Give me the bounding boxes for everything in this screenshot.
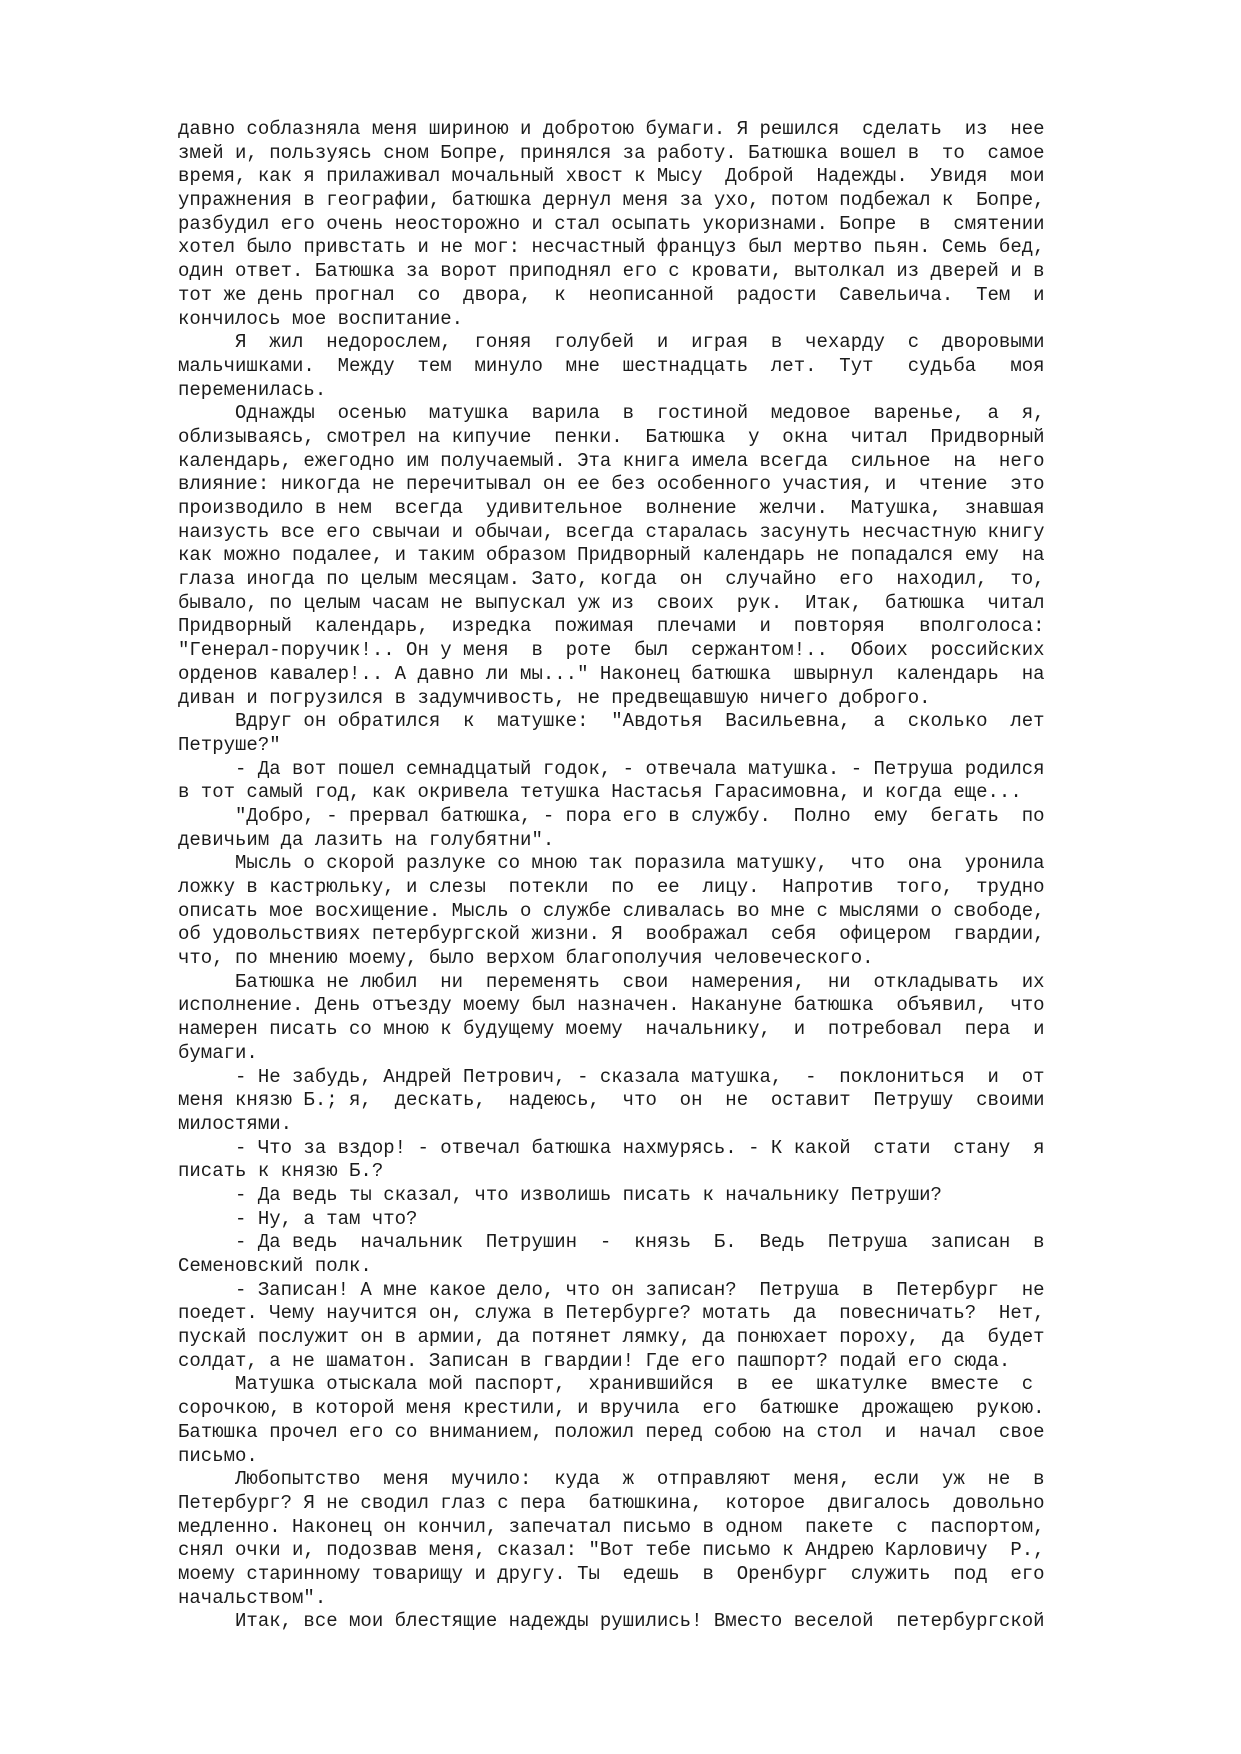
- text-line: Придворный календарь, изредка пожимая плечами и повторяя вполголоса:: [178, 615, 1045, 638]
- text-line: намерен писать со мною к будущему моему начальнику, и потребовал пера и: [178, 1018, 1045, 1041]
- text-line: наизусть все его свычаи и обычаи, всегда старалась засунуть несчастную книгу: [178, 520, 1045, 543]
- text-line: - Да ведь начальник Петрушин - князь Б. Ведь Петруша записан в: [178, 1231, 1045, 1254]
- text-line: змей и, пользуясь сном Бопре, принялся за работу. Батюшка вошел в то самое: [178, 141, 1045, 164]
- text-line: тот же день прогнал со двора, к неописанной радости Савельича. Тем и: [178, 283, 1045, 306]
- text-line: Семеновский полк.: [178, 1255, 372, 1277]
- text-line: "Генерал-поручик!.. Он у меня в роте был сержантом!.. Обоих российских: [178, 639, 1045, 662]
- text-line: письмо.: [178, 1444, 258, 1467]
- text-line: описать мое восхищение. Мысль о службе сливалась во мне с мыслями о свободе,: [178, 899, 1045, 922]
- text-line: орденов кавалер!.. А давно ли мы..." Наконец батюшка швырнул календарь на: [178, 662, 1045, 685]
- text-line: один ответ. Батюшка за ворот приподнял его с кровати, вытолкал из дверей и в: [178, 260, 1045, 283]
- text-line: глаза иногда по целым месяцам. Зато, когда он случайно его находил, то,: [178, 568, 1045, 591]
- text-line: медленно. Наконец он кончил, запечатал письмо в одном пакете с паспортом,: [178, 1515, 1045, 1538]
- text-line: разбудил его очень неосторожно и стал осыпать укоризнами. Бопре в смятении: [178, 212, 1045, 235]
- text-line: писать к князю Б.?: [178, 1160, 384, 1183]
- text-line: - Ну, а там что?: [178, 1207, 418, 1230]
- text-line: - Не забудь, Андрей Петрович, - сказала матушка, - поклониться и от: [178, 1065, 1045, 1088]
- text-line: - Записан! А мне какое дело, что он записан? Петруша в Петербург не: [178, 1278, 1045, 1301]
- text-line: диван и погрузился в задумчивость, не предвещавшую ничего доброго.: [178, 686, 931, 709]
- text-line: Итак, все мои блестящие надежды рушились! Вместо веселой петербургской: [178, 1610, 1045, 1633]
- text-line: Батюшка не любил ни переменять свои намерения, ни откладывать их: [178, 970, 1045, 993]
- text-line: "Добро, - прервал батюшка, - пора его в службу. Полно ему бегать по: [178, 804, 1045, 827]
- text-line: мальчишками. Между тем минуло мне шестнадцать лет. Тут судьба моя: [178, 354, 1045, 377]
- text-line: Батюшка прочел его со вниманием, положил перед собою на стол и начал свое: [178, 1420, 1045, 1443]
- text-line: что, по мнению моему, было верхом благополучия человеческого.: [178, 947, 874, 970]
- text-line: - Да вот пошел семнадцатый годок, - отвечала матушка. - Петруша родился: [178, 757, 1045, 780]
- text-line: меня князю Б.; я, дескать, надеюсь, что он не оставит Петрушу своими: [178, 1089, 1045, 1112]
- text-line: влияние: никогда не перечитывал он ее без особенного участия, и чтение это: [178, 473, 1045, 496]
- text-line: Я жил недорослем, гоняя голубей и играя в чехарду с дворовыми: [178, 331, 1045, 354]
- text-line: начальством".: [178, 1586, 327, 1609]
- text-line: упражнения в географии, батюшка дернул меня за ухо, потом подбежал к Бопре,: [178, 189, 1045, 212]
- text-line: солдат, а не шаматон. Записан в гвардии! Где его пашпорт? подай его сюда.: [178, 1349, 1011, 1372]
- text-line: - Да ведь ты сказал, что изволишь писать к начальнику Петруши?: [178, 1183, 942, 1206]
- text-line: переменилась.: [178, 378, 327, 401]
- text-line: календарь, ежегодно им получаемый. Эта книга имела всегда сильное на него: [178, 449, 1045, 472]
- text-line: Мысль о скорой разлуке со мною так поразила матушку, что она уронила: [178, 852, 1045, 875]
- text-line: милостями.: [178, 1112, 293, 1135]
- text-line: Вдруг он обратился к матушке: "Авдотья Васильевна, а сколько лет: [178, 710, 1045, 733]
- text-line: кончилось мое воспитание.: [178, 307, 464, 330]
- text-line: об удовольствиях петербургской жизни. Я воображал себя офицером гвардии,: [178, 923, 1045, 946]
- text-line: сорочкою, в которой меня крестили, и вручила его батюшке дрожащею рукою.: [178, 1397, 1045, 1420]
- text-line: как можно подалее, и таким образом Придворный календарь не попадался ему на: [178, 544, 1045, 567]
- text-line: в тот самый год, как окривела тетушка Настасья Гарасимовна, и когда еще...: [178, 781, 1022, 804]
- text-line: Любопытство меня мучило: куда ж отправляют меня, если уж не в: [178, 1468, 1045, 1491]
- text-line: время, как я прилаживал мочальный хвост к Мысу Доброй Надежды. Увидя мои: [178, 165, 1045, 188]
- text-line: бывало, по целым часам не выпускал уж из своих рук. Итак, батюшка читал: [178, 591, 1045, 614]
- text-line: облизываясь, смотрел на кипучие пенки. Батюшка у окна читал Придворный: [178, 425, 1045, 448]
- text-line: Однажды осенью матушка варила в гостиной медовое варенье, а я,: [178, 402, 1045, 425]
- text-line: исполнение. День отъезду моему был назначен. Накануне батюшка объявил, что: [178, 994, 1045, 1017]
- text-line: давно соблазняла меня шириною и добротою бумаги. Я решился сделать из нее: [178, 118, 1045, 140]
- text-line: Петербург? Я не сводил глаз с пера батюшкина, которое двигалось довольно: [178, 1491, 1045, 1514]
- text-line: производило в нем всегда удивительное волнение желчи. Матушка, знавшая: [178, 497, 1045, 519]
- document-body-text: [178, 118, 1138, 1634]
- text-line: хотел было привстать и не мог: несчастный француз был мертво пьян. Семь бед,: [178, 236, 1045, 259]
- text-line: бумаги.: [178, 1041, 258, 1064]
- text-line: пускай послужит он в армии, да потянет лямку, да понюхает пороху, да будет: [178, 1326, 1045, 1349]
- text-line: поедет. Чему научится он, служа в Петербурге? мотать да повесничать? Нет,: [178, 1302, 1045, 1325]
- text-line: Петруше?": [178, 733, 281, 756]
- text-line: моему старинному товарищу и другу. Ты едешь в Оренбург служить под его: [178, 1562, 1045, 1585]
- text-line: - Что за вздор! - отвечал батюшка нахмурясь. - К какой стати стану я: [178, 1136, 1045, 1159]
- text-line: ложку в кастрюльку, и слезы потекли по ее лицу. Напротив того, трудно: [178, 876, 1045, 898]
- text-line: девичьим да лазить на голубятни".: [178, 828, 555, 851]
- text-line: снял очки и, подозвав меня, сказал: "Вот тебе письмо к Андрею Карловичу Р.,: [178, 1539, 1045, 1562]
- text-line: Матушка отыскала мой паспорт, хранившийся в ее шкатулке вместе с: [178, 1373, 1034, 1396]
